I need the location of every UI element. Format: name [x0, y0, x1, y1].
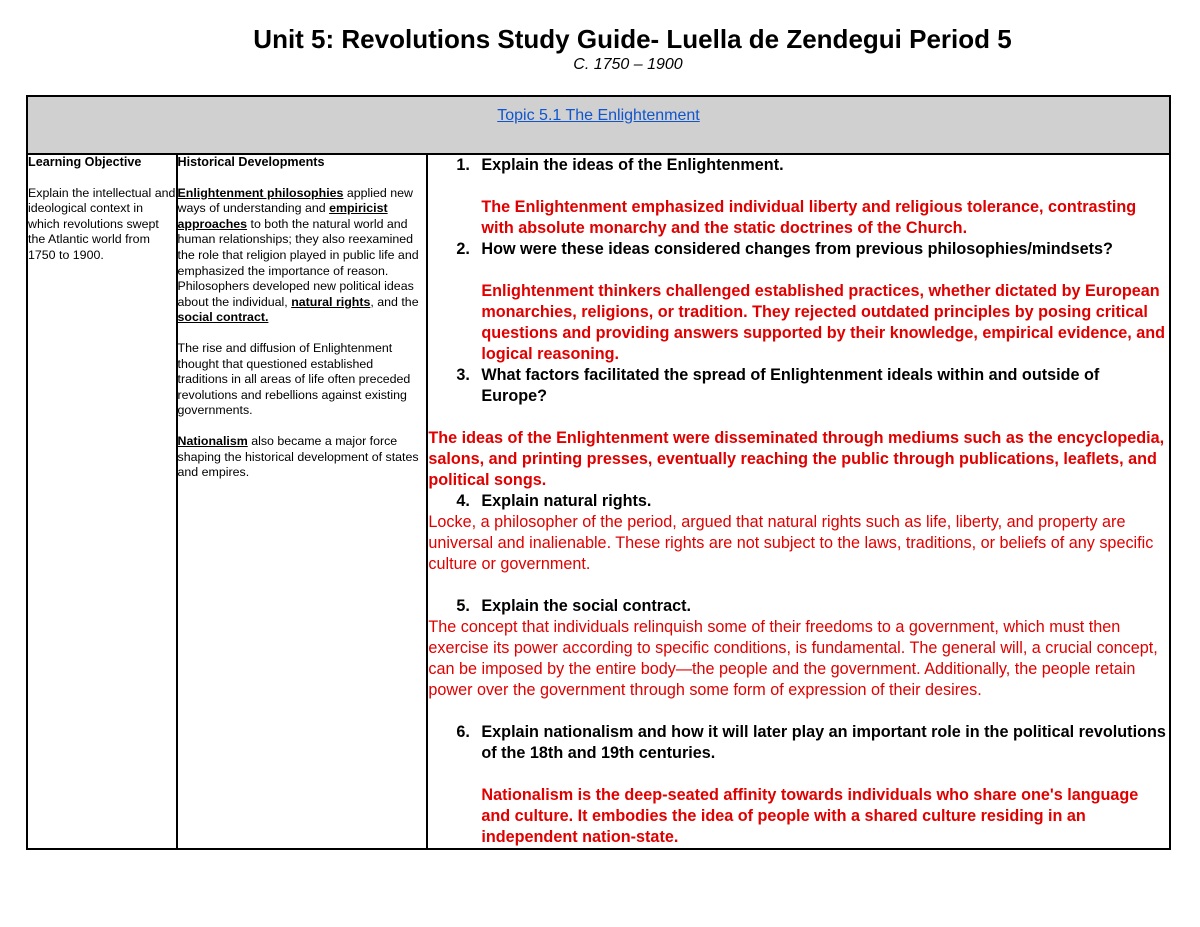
page-title: Unit 5: Revolutions Study Guide- Luella de Zendegui Period 5: [253, 24, 1012, 54]
term-social-contract: social contract.: [177, 310, 269, 325]
question-text: Explain the social contract.: [481, 597, 691, 615]
learning-objective-heading: Learning Objective: [28, 155, 142, 169]
answer-6: Nationalism is the deep-seated affinity towards individuals who share one's language and culture. It embodies the idea of people with a shared culture residing in an independent nation-state.: [481, 786, 1139, 846]
question-number: 4.: [456, 492, 470, 510]
paragraph-text: also became a major force shaping the historical development of states and empires.: [177, 433, 419, 480]
question-text: Explain the ideas of the Enlightenment.: [481, 156, 784, 174]
question-5: [456, 596, 1169, 617]
answer-2: Enlightenment thinkers challenged established practices, whether dictated by European monarchies, religions, or tradition. They rejected outdated principles by posing critical questions and providing answers supported by their knowledge, empirical evidence, and logical reasoning.: [481, 282, 1165, 363]
question-6: [456, 722, 1169, 764]
question-text: What factors facilitated the spread of Enlightenment ideals within and outside of Europe?: [481, 366, 1100, 405]
topic-link[interactable]: Topic 5.1 The Enlightenment: [497, 107, 700, 124]
term-empiricist-approaches: empiricist approaches: [177, 201, 388, 231]
question-4: [456, 491, 1169, 512]
answer-3: The ideas of the Enlightenment were disseminated through mediums such as the encyclopedia, salons, and printing presses, eventually reaching the public through publications, leaflets, and political songs.: [428, 429, 1165, 489]
paragraph-text: to both the natural world and human relationships; they also reexamined the role that religion played in public life and emphasized the importance of reason. Philosophers developed new political ideas about the individual,: [177, 216, 419, 309]
question-3: [456, 365, 1169, 407]
question-2: [456, 239, 1169, 260]
historical-developments-paragraph-3: [178, 434, 427, 481]
answer-1: The Enlightenment emphasized individual liberty and religious tolerance, contrasting with absolute monarchy and the static doctrines of the Church.: [481, 198, 1137, 237]
learning-objective-cell: [27, 154, 177, 849]
answer-4: Locke, a philosopher of the period, argued that natural rights such as life, liberty, and property are universal and inalienable. These rights are not subject to the laws, traditions, or beliefs of any specific culture or government.: [428, 513, 1154, 573]
question-text: Explain nationalism and how it will later play an important role in the political revolutions of the 18th and 19th centuries.: [481, 723, 1166, 762]
answer-5: The concept that individuals relinquish some of their freedoms to a government, which must then exercise its power according to specific conditions, is fundamental. The general will, a crucial concept, can be imposed by the entire body—the people and the government. Additionally, the people retain power over the government through some form of expression of their desires.: [428, 618, 1158, 699]
study-guide-table: [26, 95, 1171, 850]
paragraph-text: , and the: [370, 294, 419, 309]
term-natural-rights: natural rights: [291, 294, 371, 309]
historical-developments-heading: Historical Developments: [177, 155, 325, 169]
historical-developments-paragraph-1: [178, 186, 427, 326]
question-number: 3.: [456, 366, 470, 384]
paragraph-text: applied new ways of understanding and: [177, 185, 413, 216]
historical-developments-paragraph-2: The rise and diffusion of Enlightenment thought that questioned established traditions in all areas of life often preceded revolutions and rebellions against existing governments.: [177, 340, 411, 418]
historical-developments-cell: [177, 154, 428, 849]
questions-cell: [427, 154, 1170, 849]
question-1: [456, 155, 1169, 176]
question-number: 2.: [456, 240, 470, 258]
question-text: Explain natural rights.: [481, 492, 652, 510]
page-subtitle: C. 1750 – 1900: [573, 56, 683, 73]
topic-header-cell: [27, 96, 1170, 154]
question-text: How were these ideas considered changes from previous philosophies/mindsets?: [481, 240, 1113, 258]
question-number: 5.: [456, 597, 470, 615]
learning-objective-text: Explain the intellectual and ideological context in which revolutions swept the Atlantic world from 1750 to 1900.: [28, 185, 176, 262]
term-enlightenment-philosophies: Enlightenment philosophies: [177, 185, 344, 200]
term-nationalism: Nationalism: [177, 433, 248, 448]
question-number: 6.: [456, 723, 470, 741]
question-number: 1.: [456, 156, 470, 174]
